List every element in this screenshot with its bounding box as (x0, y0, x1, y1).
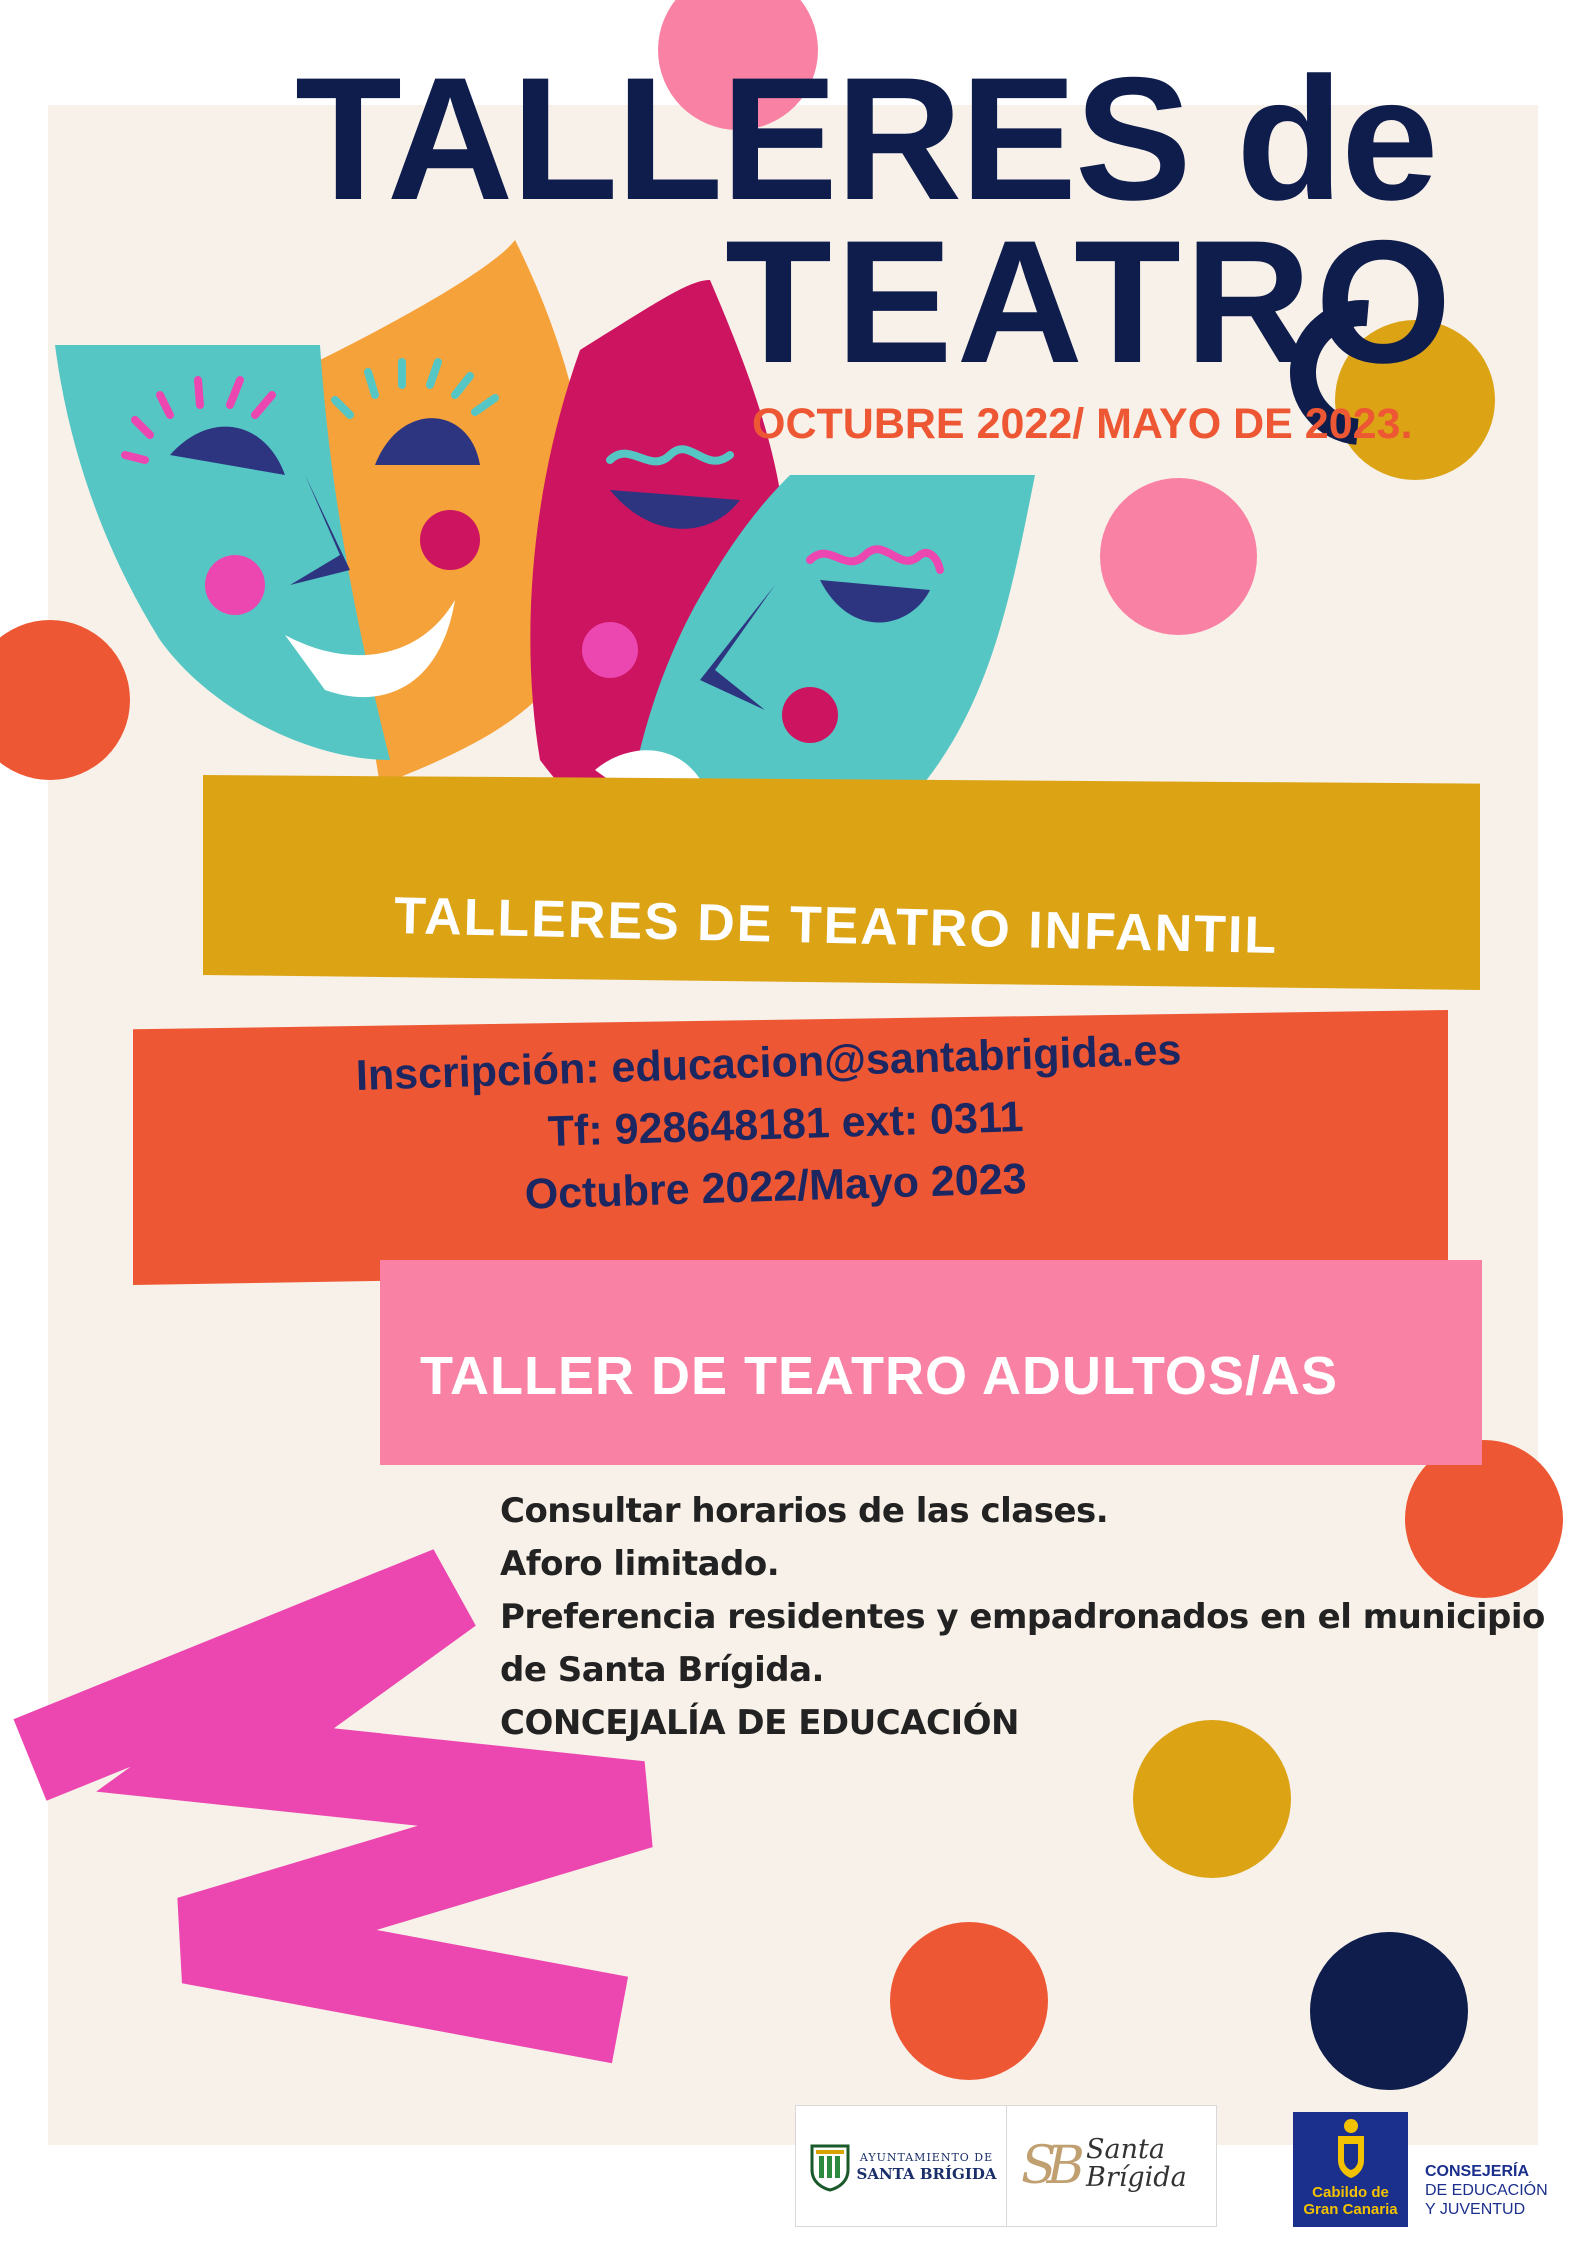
inscription-period: Octubre 2022/Mayo 2023 (524, 1154, 1028, 1219)
sb-logo-mark: SB (1021, 2136, 1075, 2196)
note-line: Aforo limitado. (500, 1544, 780, 1584)
logo-divider (1006, 2106, 1007, 2226)
cabildo-text (1293, 2184, 1408, 2218)
ayuntamiento-shield-icon (810, 2144, 850, 2192)
consejeria-text (1425, 2162, 1548, 2219)
orange-dot-bottom (890, 1922, 1048, 2080)
note-line: Preferencia residentes y empadronados en el municipio (500, 1597, 1545, 1637)
note-line: Consultar horarios de las clases. (500, 1491, 1109, 1531)
pink-dot-right (1100, 478, 1257, 635)
page-title-line2: TEATRO (725, 205, 1456, 400)
ayuntamiento-line1: AYUNTAMIENTO DE (859, 2151, 994, 2164)
note-line: de Santa Brígida. (500, 1650, 824, 1690)
cabildo-logo (1293, 2112, 1408, 2227)
ayuntamiento-line2: SANTA BRÍGIDA (856, 2165, 997, 2183)
navy-dot-bottom (1310, 1932, 1468, 2090)
sb-word1: Santa (1086, 2134, 1165, 2165)
ayuntamiento-text (854, 2150, 999, 2182)
inscription-info (355, 1019, 1186, 1231)
page-title-line1: TALLERES de (295, 42, 1437, 237)
inscription-phone: Tf: 928648181 ext: 0311 (547, 1093, 1025, 1156)
adultos-heading: TALLER DE TEATRO ADULTOS/AS (420, 1346, 1338, 1406)
consejeria-line3: Y JUVENTUD (1425, 2201, 1526, 2218)
note-line: CONCEJALÍA DE EDUCACIÓN (500, 1703, 1019, 1743)
inscription-email: Inscripción: educacion@santabrigida.es (355, 1026, 1183, 1100)
notes-block (500, 1485, 1545, 1750)
sb-word2: Brígida (1086, 2162, 1187, 2193)
cabildo-crest-icon (1333, 2118, 1369, 2180)
cabildo-line1: Cabildo de (1312, 2184, 1389, 2201)
consejeria-line1: CONSEJERÍA (1425, 2163, 1530, 2180)
infantil-band (203, 775, 1480, 990)
date-range: OCTUBRE 2022/ MAYO DE 2023. (752, 400, 1413, 448)
sb-logo-word (1086, 2136, 1187, 2192)
infantil-heading: TALLERES DE TEATRO INFANTIL (393, 886, 1279, 966)
cabildo-line2: Gran Canaria (1303, 2201, 1398, 2218)
consejeria-line2: DE EDUCACIÓN (1425, 2182, 1548, 2199)
municipal-logos (795, 2105, 1217, 2227)
